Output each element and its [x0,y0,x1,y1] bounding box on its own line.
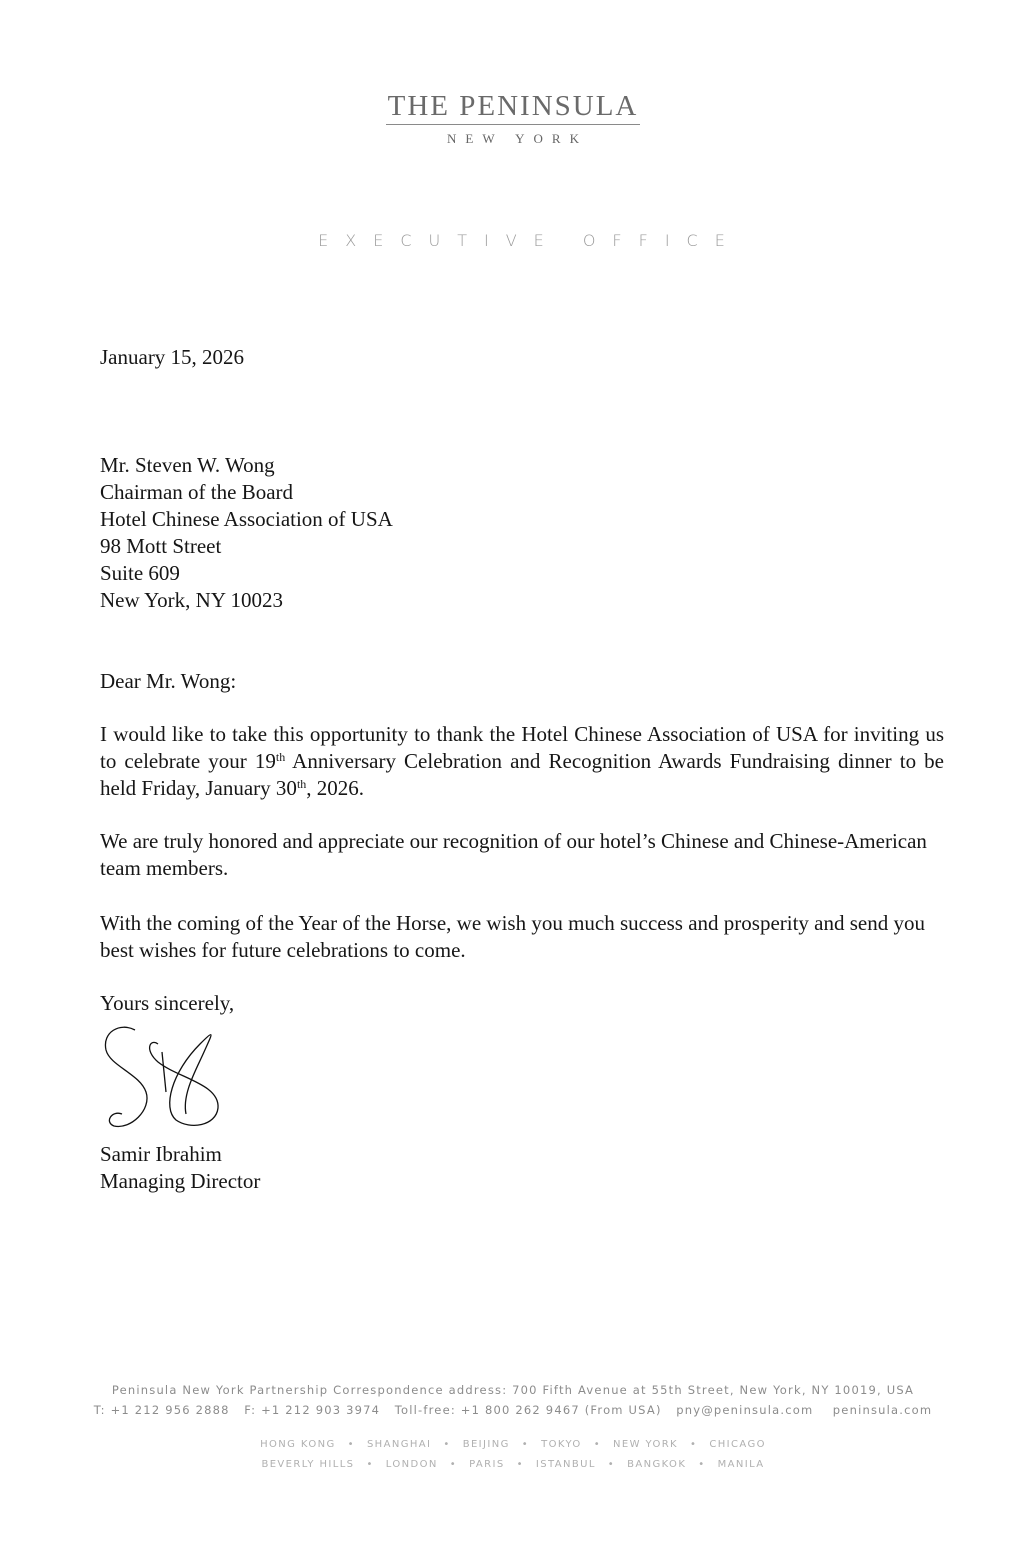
city: NEW YORK [613,1439,679,1450]
recipient-title: Chairman of the Board [100,480,294,504]
paragraph-invitation [100,721,944,802]
cities-row-2 [0,1455,1026,1475]
city: CHICAGO [709,1439,766,1450]
paragraph-text: , 2026. [306,776,365,800]
paragraph-text: Anniversary Celebration and Recognition Awards Fundraising dinner to be held Friday, January 30 [100,749,944,800]
separator: • [690,1439,698,1450]
signature-image [100,1022,230,1134]
city: BANGKOK [627,1459,687,1470]
signer-block [100,1141,944,1195]
city: HONG KONG [260,1439,336,1450]
ordinal-suffix: th [296,777,307,791]
city: PARIS [469,1459,505,1470]
cities-row-1 [0,1435,1026,1455]
separator: • [443,1439,451,1450]
city: LONDON [385,1459,438,1470]
department-heading: EXECUTIVE OFFICE [318,231,742,250]
footer-address: Peninsula New York Partnership Correspondence address: 700 Fifth Avenue at 55th Street, New York, NY 10019, USA [111,1383,915,1397]
closing: Yours sincerely, [100,991,235,1015]
separator: • [521,1439,530,1450]
letterhead-logo [0,90,1026,147]
recipient-street: 98 Mott Street [100,534,222,558]
city: SHANGHAI [366,1439,432,1450]
ordinal-suffix: th [275,750,286,764]
separator: • [516,1459,524,1470]
paragraph-recognition: We are truly honored and appreciate our recognition of our hotel’s Chinese and Chinese-American team members. [100,829,927,880]
footer-cities [0,1435,1026,1475]
recipient-organization: Hotel Chinese Association of USA [100,507,393,531]
brand-location: NEW YORK [447,131,588,146]
letter-date: January 15, 2026 [100,345,245,369]
separator: • [366,1459,374,1470]
separator: • [449,1459,458,1470]
city: TOKYO [541,1439,582,1450]
recipient-suite: Suite 609 [100,561,180,585]
paragraph-text: I would like to take this opportunity to thank the Hotel Chinese Association of USA for inviting us to celebrate your 19 [100,722,944,773]
city: MANILA [717,1459,765,1470]
city: BEIJING [462,1439,510,1450]
footer-contact [0,1380,1026,1420]
signer-name: Samir Ibrahim [100,1142,222,1166]
city: BEVERLY HILLS [261,1459,355,1470]
separator: • [593,1439,602,1450]
brand-name: THE PENINSULA [386,90,641,125]
salutation: Dear Mr. Wong: [100,669,237,693]
footer-phone-email: T: +1 212 956 2888 F: +1 212 903 3974 Toll-free: +1 800 262 9467 (From USA) pny@peninsula.com peninsula.com [93,1403,933,1417]
signer-title: Managing Director [100,1169,261,1193]
recipient-address [100,452,944,614]
recipient-name: Mr. Steven W. Wong [100,453,275,477]
separator: • [698,1459,706,1470]
separator: • [347,1439,355,1450]
paragraph-wishes: With the coming of the Year of the Horse, we wish you much success and prosperity and send you best wishes for future celebrations to come. [100,911,925,962]
separator: • [607,1459,616,1470]
city: ISTANBUL [535,1459,596,1470]
recipient-city: New York, NY 10023 [100,588,283,612]
